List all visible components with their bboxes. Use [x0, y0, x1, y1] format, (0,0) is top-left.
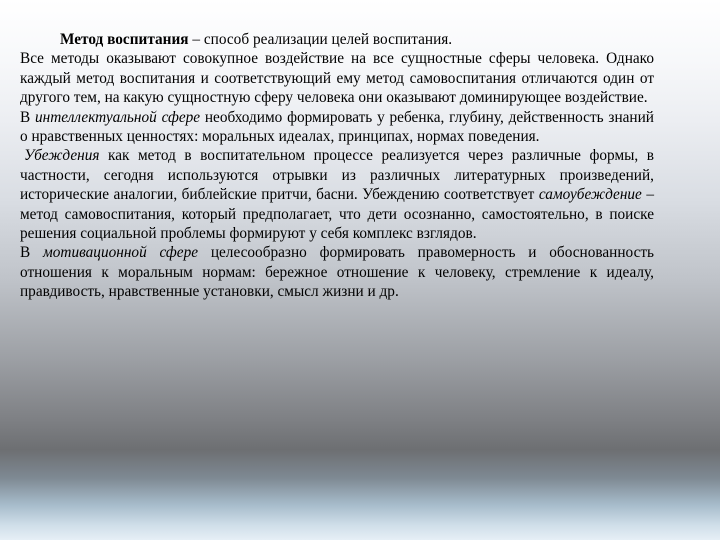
paragraph-intellectual-sphere [20, 108, 654, 147]
paragraph-motivational-sphere [20, 243, 654, 301]
definition-line [20, 30, 654, 49]
paragraph-persuasion [20, 146, 654, 243]
para3-italic-term-1: Убеждения [24, 147, 100, 165]
para4-italic-term: мотивационной сфере [43, 244, 199, 262]
para3-text-2: – метод самовоспитания, который предполагает, что дети осознанно, самостоятельно, в поиске решения социальной проблемы формируют у себя комплекс взглядов. [20, 186, 654, 243]
paragraph-methods-overview: Все методы оказывают совокупное воздействие на все сущностные сферы человека. Однако каждый метод воспитания и соответствующий ему метод самовоспитания отличаются один от другого тем, на какую сущностную сферу человека они оказывают доминирующее воздействие. [20, 50, 654, 107]
para4-rest: целесообразно формировать правомерность и обоснованность отношения к моральным нормам: бережное отношение к человеку, стремление к идеалу, правдивость, нравственные установки, смысл жизни и др. [20, 244, 655, 301]
slide-text-body [20, 30, 654, 302]
definition-term: Метод воспитания [60, 31, 189, 48]
para2-italic-term: интеллектуальной сфере [35, 108, 201, 126]
para2-prefix: В [20, 108, 35, 126]
para3-text-1: как метод в воспитательном процессе реализуется через различные формы, в частности, сегодня используются отрывки из различных литературных произведений, исторические аналогии, библейские притчи, басни. Убеждению соответствует [20, 147, 654, 204]
definition-text: – способ реализации целей воспитания. [188, 31, 453, 48]
para3-italic-term-2: самоубеждение [538, 186, 642, 204]
para4-prefix: В [20, 244, 44, 262]
para2-rest: необходимо формировать у ребенка, глубину, действенность знаний о нравственных ценностях: моральных идеалах, принципах, нормах поведения. [20, 108, 654, 146]
